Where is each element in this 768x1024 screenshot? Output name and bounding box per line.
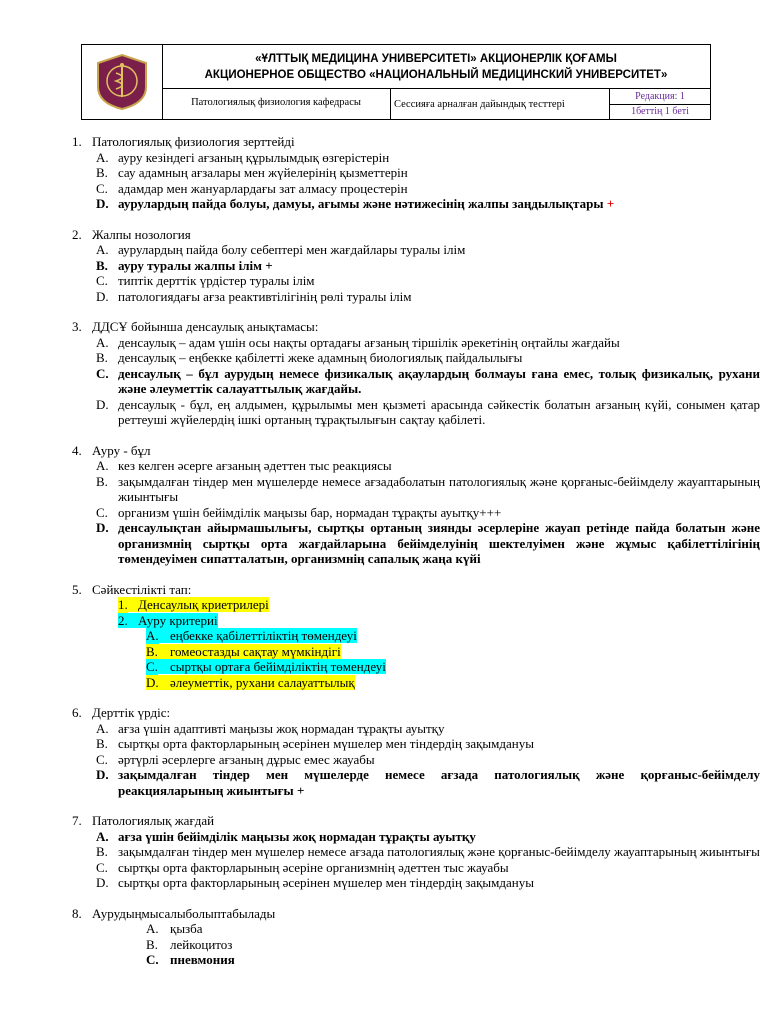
logo-cell [82, 45, 163, 119]
option-letter: C. [96, 365, 109, 381]
match-right-item [72, 675, 760, 691]
question-block [72, 319, 760, 428]
question-number: 2. [72, 226, 82, 242]
answer-option [72, 350, 760, 366]
title-ru: АКЦИОНЕРНОЕ ОБЩЕСТВО «НАЦИОНАЛЬНЫЙ МЕДИЦИНСКИЙ УНИВЕРСИТЕТ» [204, 69, 668, 81]
match-right-item [72, 628, 760, 644]
option-text: сыртқы орта факторларының әсерінен мүшелер мен тіндердің зақымдануы [118, 875, 534, 890]
question-list [72, 134, 760, 983]
match-text: сыртқы ортаға бейімділіктің төмендеуі [146, 659, 386, 674]
answer-option [72, 829, 760, 845]
option-text: ауру туралы жалпы ілім + [118, 257, 273, 273]
option-text: кез келген әсерге ағзаның әдеттен тыс реакциясы [118, 458, 392, 473]
option-text: зақымдалған тіндер мен мүшелерде немесе ағзадаболатын патологиялық және қорғаныс-бейімделу жауаптарының жиынтығы [118, 473, 760, 504]
question-title [72, 134, 760, 150]
question-number: 4. [72, 442, 82, 458]
option-text: денсаулық – еңбекке қабілетті жеке адамның биологиялық пайдалылығы [118, 350, 523, 365]
option-text: денсаулық – адам үшін осы нақты ортадағы ағзаның тіршілік әрекетінің оңтайлы жағдайы [118, 334, 620, 350]
option-text: аурулардың пайда болуы, дамуы, ағымы және нәтижесінің жалпы заңдылықтары [118, 196, 604, 211]
match-left-item [72, 613, 760, 629]
answer-option [72, 366, 760, 397]
option-text: ауру кезіндегі ағзаның құрылымдық өзгерістерін [118, 149, 390, 165]
question-title [72, 443, 760, 459]
option-letter: D. [96, 875, 109, 890]
option-letter: B. [96, 165, 108, 180]
answer-option [72, 258, 760, 274]
question-block [72, 813, 760, 891]
option-letter: B. [96, 350, 108, 365]
answer-option [72, 196, 760, 212]
answer-option [72, 736, 760, 752]
answer-option [72, 860, 760, 876]
question-title [72, 906, 760, 922]
option-letter: A. [96, 242, 109, 257]
option-letter: C. [96, 751, 108, 767]
question-block [72, 582, 760, 691]
question-number: 5. [72, 581, 82, 597]
option-letter: A. [146, 921, 159, 936]
answer-option [72, 844, 760, 860]
option-letter: C. [96, 859, 108, 875]
answer-option [72, 397, 760, 428]
question-text: Аурудыңмысалыболыптабылады [92, 905, 276, 921]
question-number: 8. [72, 905, 82, 921]
answer-option [72, 335, 760, 351]
answer-option [72, 921, 760, 937]
option-letter: B. [96, 257, 108, 273]
option-text: сыртқы орта факторларының әсерінен мүшелер мен тіндердің зақымдануы [118, 736, 534, 751]
question-number: 3. [72, 319, 82, 334]
option-text: адамдар мен жануарлардағы зат алмасу процестерін [118, 180, 408, 196]
answer-option [72, 752, 760, 768]
option-text: денсаулықтан айырмашылығы, сыртқы ортаның зиянды әсерлеріне жауап ретінде пайда болатын және организмнің сыртқы орта жағдайларына бейімделуінің шектелуімен және жұмыс қабілеттілігінің төмендеуімен сипатталатын, организмнің сапалық жаңа күйі [118, 520, 760, 566]
match-text: еңбекке қабілеттіліктің төмендеуі [146, 628, 357, 643]
option-letter: D. [96, 196, 109, 211]
question-text: ДДСҰ бойынша денсаулық анықтамасы: [92, 319, 319, 334]
option-text: типтік дерттік үрдістер туралы ілім [118, 273, 315, 288]
correct-mark: + [603, 196, 615, 211]
answer-option [72, 721, 760, 737]
option-letter: B. [146, 936, 158, 952]
question-text: Дерттік үрдіс: [92, 705, 171, 720]
match-left-item [72, 597, 760, 613]
question-block [72, 443, 760, 567]
option-text: ағза үшін адаптивті маңызы жоқ нормадан тұрақты ауытқу [118, 720, 445, 736]
answer-option [72, 474, 760, 505]
match-text: әлеуметтік, рухани салауаттылық [146, 675, 355, 690]
answer-option [72, 242, 760, 258]
answer-option [72, 952, 760, 968]
option-text: зақымдалған тіндер мен мүшелер немесе ағзада патологиялық және қорғаныс-бейімделу жауаптарының жиынтығы [118, 844, 760, 859]
match-letter: D. [146, 674, 159, 690]
question-title [72, 582, 760, 598]
option-letter: D. [96, 767, 109, 782]
answer-option [72, 767, 760, 798]
answer-option [72, 875, 760, 891]
option-text: әртүрлі әсерлерге ағзаның дұрыс емес жауабы [118, 751, 375, 767]
option-letter: B. [96, 844, 108, 859]
question-text: Патологиялық жағдай [92, 813, 215, 828]
question-title [72, 705, 760, 721]
answer-option [72, 520, 760, 567]
option-text: аурулардың пайда болу себептері мен жағдайлары туралы ілім [118, 242, 466, 257]
option-letter: D. [96, 396, 109, 412]
title-kz: «ҰЛТТЫҚ МЕДИЦИНА УНИВЕРСИТЕТІ» АКЦИОНЕРЛІК ҚОҒАМЫ [255, 53, 617, 65]
match-right-item [72, 659, 760, 675]
doc-name: Сессияға арналған дайындық тесттері [390, 89, 610, 119]
option-text: денсаулық - бұл, ең алдымен, құрылымы мен қызметі арасында сәйкестік болатын ағзаның күйі, сонымен қатар реттеуші жүйелердің ішкі ортаның тұрақтылығын сақтау қабілеті. [118, 396, 760, 427]
option-text: зақымдалған тіндер мен мүшелерде немесе ағзада патологиялық және қорғаныс-бейімделу реакцияларының жиынтығы + [118, 767, 760, 798]
option-text: қызба [170, 921, 203, 936]
option-text: организм үшін бейімділік маңызы бар, нормадан тұрақты ауытқу+++ [118, 504, 502, 520]
option-letter: A. [96, 458, 109, 473]
option-letter: A. [96, 334, 109, 350]
question-number: 7. [72, 813, 82, 828]
question-text: Патологиялық физиология зерттейді [92, 134, 295, 149]
answer-option [72, 273, 760, 289]
question-text: Жалпы нозология [92, 226, 191, 242]
question-block [72, 906, 760, 968]
question-title [72, 227, 760, 243]
answer-option [72, 289, 760, 305]
match-letter: C. [146, 659, 158, 674]
match-right-item [72, 644, 760, 660]
department-name: Патологиялық физиология кафедрасы [162, 89, 391, 119]
option-letter: C. [96, 180, 108, 196]
edition-label: Редакция: 1 [610, 89, 710, 105]
question-block [72, 134, 760, 212]
option-letter: C. [96, 273, 108, 288]
answer-option [72, 937, 760, 953]
answer-option [72, 165, 760, 181]
university-logo-icon [94, 53, 150, 111]
option-letter: B. [96, 473, 108, 489]
question-block [72, 227, 760, 305]
question-text: Ауру - бұл [92, 442, 151, 458]
match-text: Денсаулық криетрилері [118, 597, 269, 612]
option-text: патологиядағы ағза реактивтілігінің рөлі туралы ілім [118, 288, 412, 304]
question-number: 6. [72, 705, 82, 720]
match-letter: B. [146, 643, 158, 659]
question-title [72, 319, 760, 335]
option-letter: A. [96, 720, 109, 736]
match-number: 2. [118, 612, 128, 628]
answer-option [72, 505, 760, 521]
option-text: денсаулық – бұл аурудың немесе физикалық ақаулардың болмауы ғана емес, толық физикалық, рухани және әлеуметтік салауаттылық жағдайы. [118, 365, 760, 396]
answer-option [72, 181, 760, 197]
match-text: Ауру критериі [118, 613, 218, 628]
option-letter: D. [96, 288, 109, 304]
option-letter: C. [146, 952, 159, 967]
question-block [72, 705, 760, 798]
match-letter: A. [146, 628, 159, 643]
option-text: ағза үшін бейімділік маңызы жоқ нормадан тұрақты ауытқу [118, 828, 476, 844]
option-letter: A. [96, 828, 109, 844]
option-text: сыртқы орта факторларының әсеріне организмнің әдеттен тыс жауабы [118, 859, 509, 875]
option-letter: A. [96, 149, 109, 165]
page-label: 1беттің 1 беті [631, 106, 689, 117]
option-text: пневмония [170, 952, 235, 967]
answer-option [72, 458, 760, 474]
match-text: гомеостазды сақтау мүмкіндігі [146, 644, 341, 659]
answer-option [72, 150, 760, 166]
option-letter: C. [96, 504, 108, 520]
option-text: сау адамның ағзалары мен жүйелерінің қызметтерін [118, 165, 408, 180]
option-letter: B. [96, 736, 108, 751]
match-number: 1. [118, 597, 128, 612]
option-letter: D. [96, 520, 109, 535]
question-number: 1. [72, 134, 82, 149]
question-title [72, 813, 760, 829]
option-text: лейкоцитоз [170, 936, 233, 952]
header-title [162, 45, 710, 89]
question-text: Сәйкестілікті тап: [92, 581, 192, 597]
document-header [81, 44, 711, 120]
